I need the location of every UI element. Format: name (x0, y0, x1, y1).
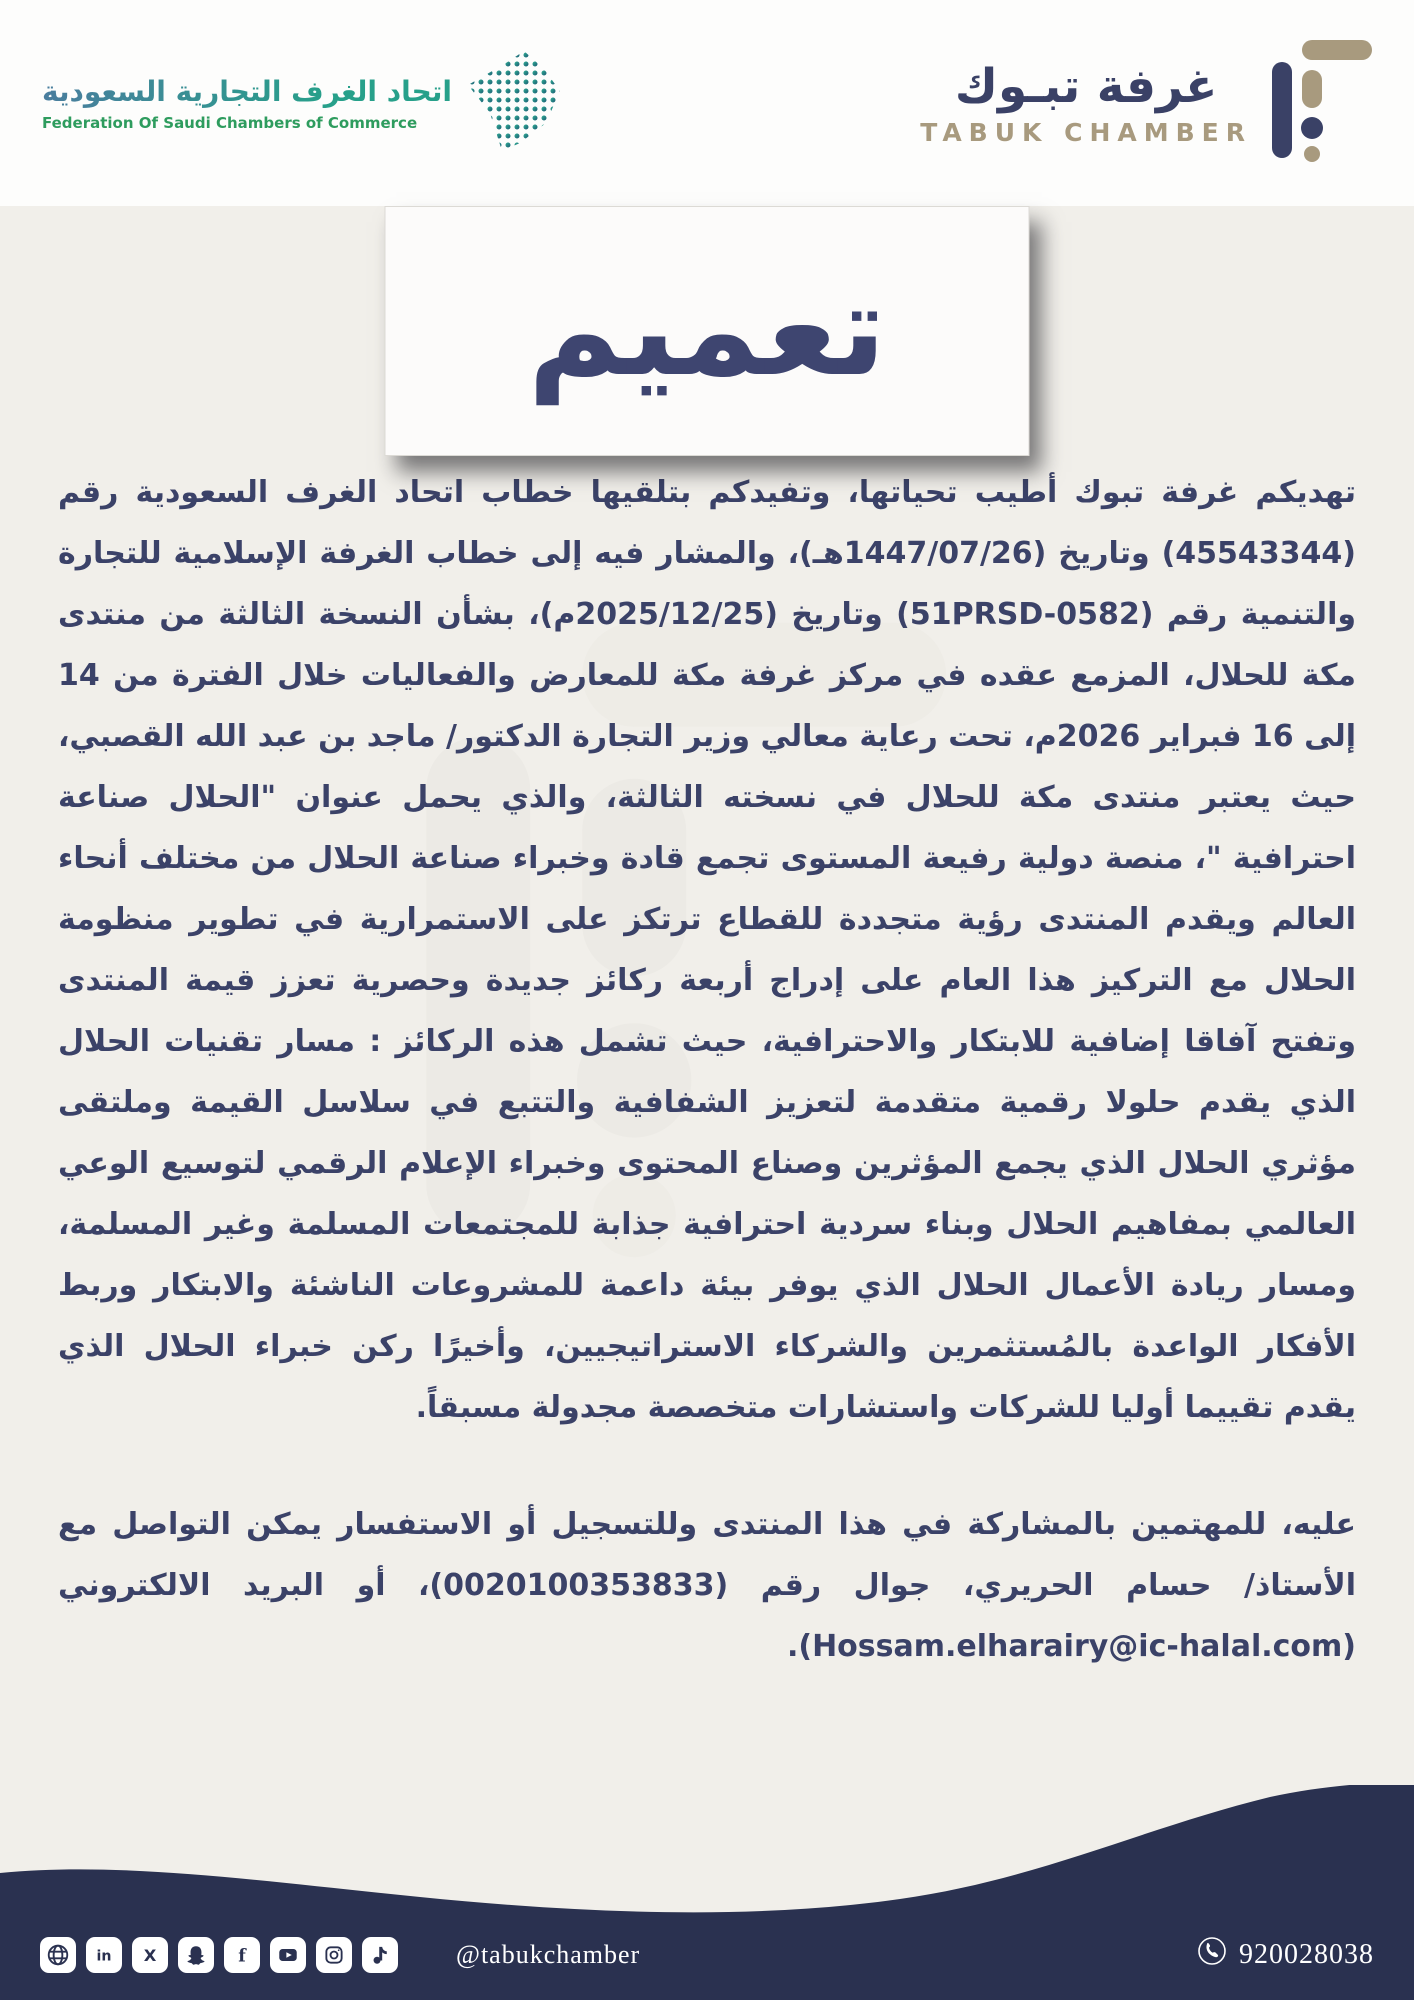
phone-number: 920028038 (1239, 1939, 1374, 1970)
tiktok-icon (362, 1937, 398, 1973)
header (0, 0, 1414, 206)
federation-name-english: Federation Of Saudi Chambers of Commerce (42, 113, 418, 132)
phone-circle-icon (1197, 1936, 1227, 1974)
circular-body (58, 462, 1356, 1677)
facebook-icon (224, 1937, 260, 1973)
tabuk-chamber-logo (920, 40, 1372, 166)
tabuk-name-english: TABUK CHAMBER (920, 118, 1252, 147)
social-icons (40, 1937, 398, 1973)
page-title: تعميم (527, 256, 887, 405)
linkedin-icon (86, 1937, 122, 1973)
svg-text:in: in (96, 1948, 112, 1965)
footer-phone (1197, 1936, 1374, 1974)
instagram-icon (316, 1937, 352, 1973)
federation-logo (42, 51, 560, 155)
federation-name-arabic: اتحاد الغرف التجارية السعودية (42, 74, 452, 108)
youtube-icon (270, 1937, 306, 1973)
website-globe-icon (40, 1937, 76, 1973)
social-handle: @tabukchamber (456, 1940, 641, 1969)
body-paragraph-2: عليه، للمهتمين بالمشاركة في هذا المنتدى وللتسجيل أو الاستفسار يمكن التواصل مع الأستاذ/ حسام الحريري، جوال رقم (0020100353833)، أو البريد الالكتروني (⁦Hossam.elharairy@ic-halal.com⁩). (58, 1507, 1356, 1664)
snapchat-icon (178, 1937, 214, 1973)
footer (0, 1785, 1414, 2000)
title-banner (385, 206, 1030, 456)
x-twitter-icon (132, 1937, 168, 1973)
svg-text:f: f (238, 1946, 246, 1967)
svg-text:X: X (143, 1946, 157, 1965)
saudi-map-dotted-icon (468, 51, 560, 155)
tabuk-name-arabic: غرفة تبـوك (954, 59, 1218, 114)
body-paragraph-1: تهديكم غرفة تبوك أطيب تحياتها، وتفيدكم بتلقيها خطاب اتحاد الغرف السعودية رقم (45543344) وتاريخ (1447/07/26هـ)، والمشار فيه إلى خطاب الغرفة الإسلامية للتجارة والتنمية رقم (⁦51PRSD-0582⁩) وتاريخ (2025/12/25م)، بشأن النسخة الثالثة من منتدى مكة للحلال، المزمع عقده في مركز غرفة مكة للمعارض والفعاليات خلال الفترة من 14 إلى 16 فبراير 2026م، تحت رعاية معالي وزير التجارة الدكتور/ ماجد بن عبد الله القصبي، حيث يعتبر منتدى مكة للحلال في نسخته الثالثة، والذي يحمل عنوان "الحلال صناعة احترافية "، منصة دولية رفيعة المستوى تجمع قادة وخبراء صناعة الحلال من مختلف أنحاء العالم ويقدم المنتدى رؤية متجددة للقطاع ترتكز على الاستمرارية في تطوير منظومة الحلال مع التركيز هذا العام على إدراج أربعة ركائز جديدة وحصرية تعزز قيمة المنتدى وتفتح آفاقا إضافية للابتكار والاحترافية، حيث تشمل هذه الركائز : مسار تقنيات الحلال الذي يقدم حلولا رقمية متقدمة لتعزيز الشفافية والتتبع في سلاسل القيمة وملتقى مؤثري الحلال الذي يجمع المؤثرين وصناع المحتوى وخبراء الإعلام الرقمي لتوسيع الوعي العالمي بمفاهيم الحلال وبناء سردية احترافية جذابة للمجتمعات المسلمة وغير المسلمة، ومسار ريادة الأعمال الحلال الذي يوفر بيئة داعمة للمشروعات الناشئة والابتكار وربط الأفكار الواعدة بالمُستثمرين والشركاء الاستراتيجيين، وأخيرًا ركن خبراء الحلال الذي يقدم تقييما أوليا للشركات واستشارات متخصصة مجدولة مسبقاً. (58, 475, 1357, 1425)
footer-row (0, 1936, 1414, 1974)
tabuk-chamber-mark-icon (1272, 40, 1372, 166)
